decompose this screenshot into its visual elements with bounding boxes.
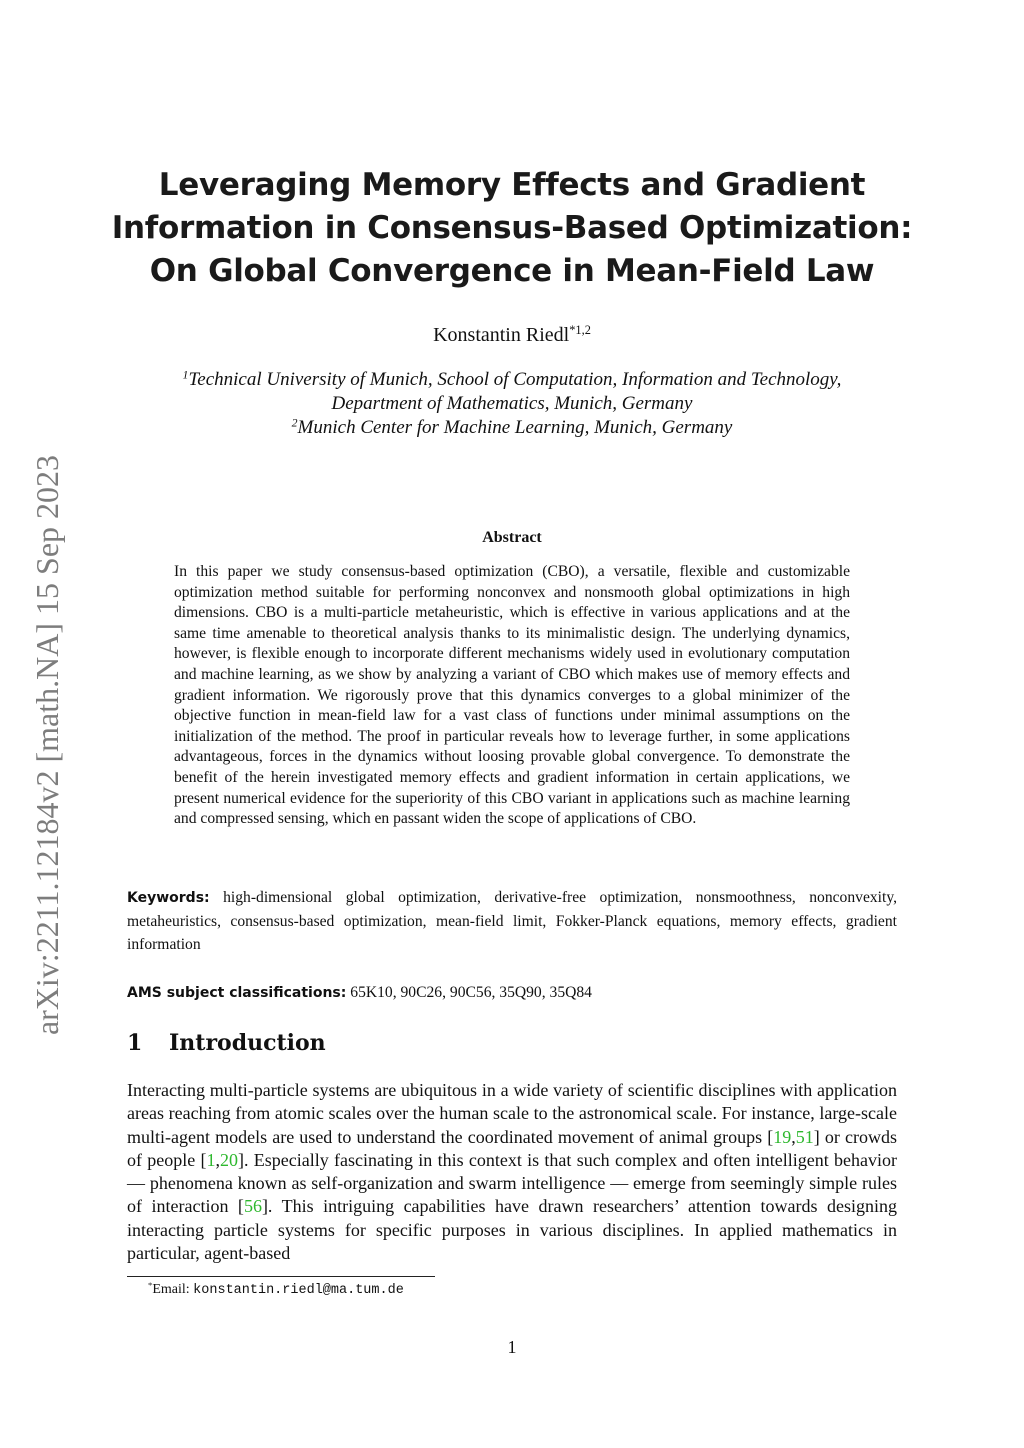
citation-link[interactable]: 1: [206, 1149, 216, 1170]
author-name: Konstantin Riedl: [433, 324, 570, 346]
ams-label: AMS subject classifications:: [127, 985, 347, 1001]
title-line-1: Leveraging Memory Effects and Gradient: [158, 167, 866, 203]
section-heading: [127, 1030, 897, 1056]
ams-classifications: [127, 981, 897, 1005]
arxiv-sidebar: [27, 454, 67, 1036]
intro-text-1: Interacting multi-particle systems are ubiquitous in a wide variety of scientific disciplines with application areas reaching from atomic scales over the human scale to the astronomical scale. For instance, large-scale multi-agent models are used to understand the coordinated movement of animal groups [: [127, 1080, 897, 1147]
footnote-label: Email:: [152, 1282, 190, 1297]
section-title: Introduction: [169, 1030, 326, 1056]
intro-text-3: ]. Especially fascinating in this context is that such complex and often intelligent behavior — phenomena known as self-organization and swarm intelligence — emerge from seemingly simple rules of interaction [: [127, 1149, 898, 1217]
intro-text-2: ] or crowds of people [: [127, 1126, 897, 1170]
email-link[interactable]: konstantin.riedl@ma.tum.de: [193, 1283, 404, 1298]
intro-paragraph: [127, 1079, 897, 1265]
title-line-3: On Global Convergence in Mean-Field Law: [149, 253, 875, 289]
title-line-2: Information in Consensus-Based Optimization:: [111, 210, 913, 246]
footnote-mark: *: [148, 1280, 153, 1291]
citation-link[interactable]: 20: [220, 1149, 239, 1170]
footnote-rule: [127, 1276, 435, 1277]
affiliation-2: [100, 416, 924, 440]
affiliation-2-mark: 2: [291, 416, 298, 430]
citation-link[interactable]: 19: [773, 1126, 792, 1147]
abstract-text: In this paper we study consensus-based optimization (CBO), a versatile, flexible and customizable optimization method suitable for performing nonconvex and nonsmooth global optimizations in high dimensions. CBO is a multi-particle metaheuristic, which is effective in various applications and at the same time amenable to theoretical analysis thanks to its minimalistic design. The underlying dynamics, however, is flexible enough to incorporate different mechanisms widely used in evolutionary computation and machine learning, as we show by analyzing a variant of CBO which makes use of memory effects and gradient information. We rigorously prove that this dynamics converges to a global minimizer of the objective function in mean-field law for a vast class of functions under minimal assumptions on the initialization of the method. The proof in particular reveals how to leverage further, in some applications advantageous, forces in the dynamics without loosing provable global convergence. To demonstrate the benefit of the herein investigated memory effects and gradient information in certain applications, we present numerical evidence for the superiority of this CBO variant in applications such as machine learning and compressed sensing, which en passant widen the scope of applications of CBO.: [174, 563, 850, 828]
citation-separator: ,: [215, 1149, 221, 1170]
abstract-heading: Abstract: [482, 529, 542, 546]
affiliation-1-mark: 1: [182, 368, 189, 382]
section-number: 1: [127, 1030, 143, 1056]
keywords-text: high-dimensional global optimization, derivative-free optimization, nonsmoothness, nonconvexity, metaheuristics, consensus-based optimization, mean-field limit, Fokker-Planck equations, memory effects, gradient information: [127, 889, 898, 953]
keywords: [127, 886, 897, 956]
footnote: [148, 1282, 748, 1298]
affiliations: [100, 368, 924, 440]
author-line: [0, 324, 1024, 347]
ams-text: 65K10, 90C26, 90C56, 35Q90, 35Q84: [350, 984, 592, 1001]
affiliation-1: [100, 368, 924, 392]
intro-text-4: ]. This intriguing capabilities have drawn researchers’ attention towards designing interacting particle systems for specific purposes in various disciplines. In applied mathematics in particular, agent-based: [127, 1196, 897, 1264]
citation-link[interactable]: 51: [795, 1126, 814, 1147]
arxiv-identifier: arXiv:2211.12184v2 [math.NA] 15 Sep 2023: [29, 454, 65, 1036]
paper-title: [100, 164, 924, 293]
citation-link[interactable]: 56: [243, 1196, 262, 1217]
affiliation-1-line-2: Department of Mathematics, Munich, Germany: [331, 393, 693, 414]
citation-separator: ,: [791, 1126, 796, 1147]
affiliation-2-text: Munich Center for Machine Learning, Munich, Germany: [297, 417, 733, 438]
keywords-label: Keywords:: [127, 890, 210, 906]
affiliation-1-line-1: Technical University of Munich, School of Computation, Information and Technology,: [188, 369, 842, 390]
page-number: 1: [507, 1337, 517, 1357]
author-marks: *1,2: [569, 323, 591, 338]
